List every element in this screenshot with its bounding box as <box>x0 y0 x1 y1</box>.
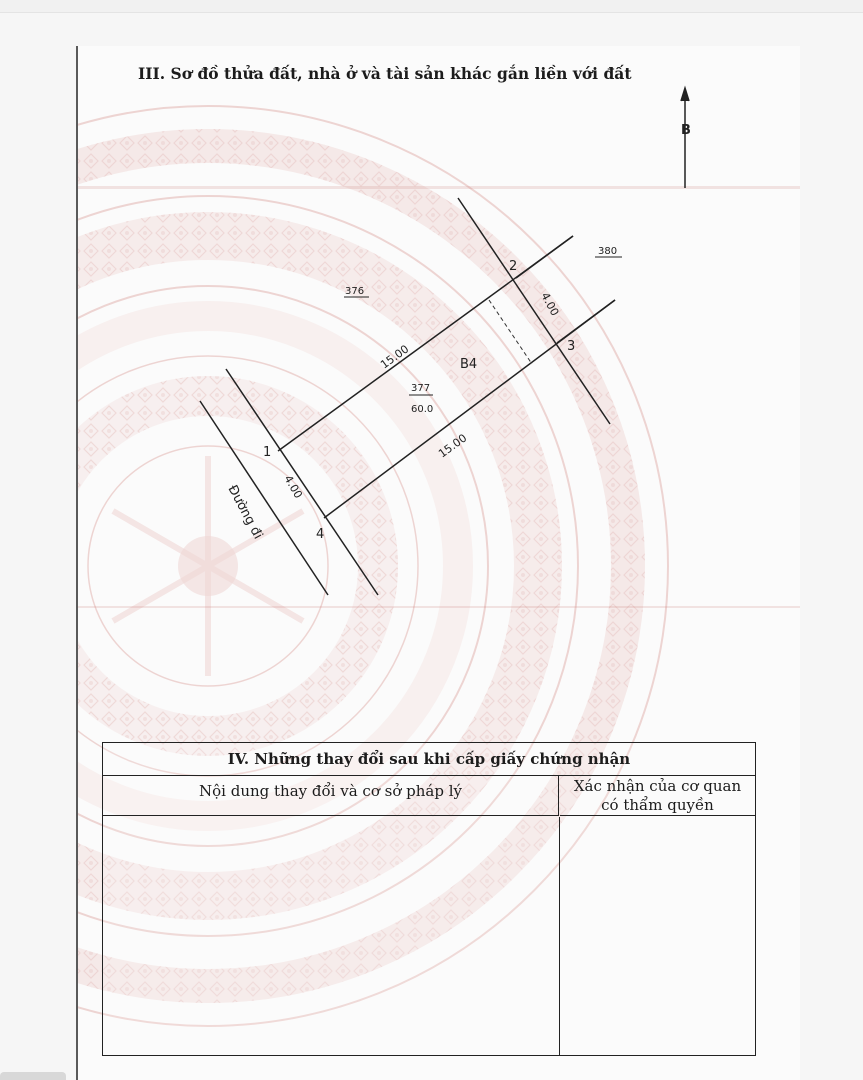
authority-header-line-2: có thẩm quyền <box>601 796 714 814</box>
parcel-area-label: 60.0 <box>411 404 434 415</box>
road-edge-line-outer <box>200 401 328 595</box>
north-label: B <box>681 123 691 138</box>
section-4-title: IV. Những thay đổi sau khi cấp giấy chứng nhận <box>103 743 755 776</box>
edge-4-1-length: 4.00 <box>281 473 305 501</box>
parcel-number-label: 377 <box>411 383 431 394</box>
road-edge-line-inner <box>226 369 378 595</box>
road-label: Đường đi <box>224 482 266 542</box>
certificate-page <box>76 46 800 1080</box>
internal-dashed-line <box>489 300 532 364</box>
viewer-corner-control <box>0 1072 66 1080</box>
edge-1-2-length: 15.00 <box>378 342 412 372</box>
vertex-1-label: 1 <box>263 445 272 460</box>
vertex-3-label: 3 <box>567 339 576 354</box>
rear-boundary-line <box>458 198 610 424</box>
authority-header-line-1: Xác nhận của cơ quan <box>573 777 742 795</box>
section-3-title: III. Sơ đồ thửa đất, nhà ở và tài sản khác gắn liền với đất <box>138 64 632 83</box>
extension-line-right <box>557 300 615 343</box>
edge-2-3-length: 4.00 <box>538 290 562 319</box>
neighbor-right-number: 380 <box>598 246 618 257</box>
plot-diagram <box>78 46 800 686</box>
north-arrow-head <box>681 88 689 101</box>
vertex-4-label: 4 <box>316 527 325 542</box>
changes-content-header: Nội dung thay đổi và cơ sở pháp lý <box>103 776 559 816</box>
changes-content-cell <box>103 817 560 1055</box>
changes-table <box>102 742 756 1056</box>
authority-confirmation-cell <box>560 817 755 1055</box>
edge-3-4-length: 15.00 <box>436 431 470 461</box>
vertex-2-label: 2 <box>509 259 518 274</box>
authority-confirmation-header <box>560 776 755 816</box>
neighbor-left-number: 376 <box>345 286 365 297</box>
extension-line-top <box>516 236 573 278</box>
lot-code-label: B4 <box>460 357 478 372</box>
viewer-top-bar <box>0 0 863 13</box>
